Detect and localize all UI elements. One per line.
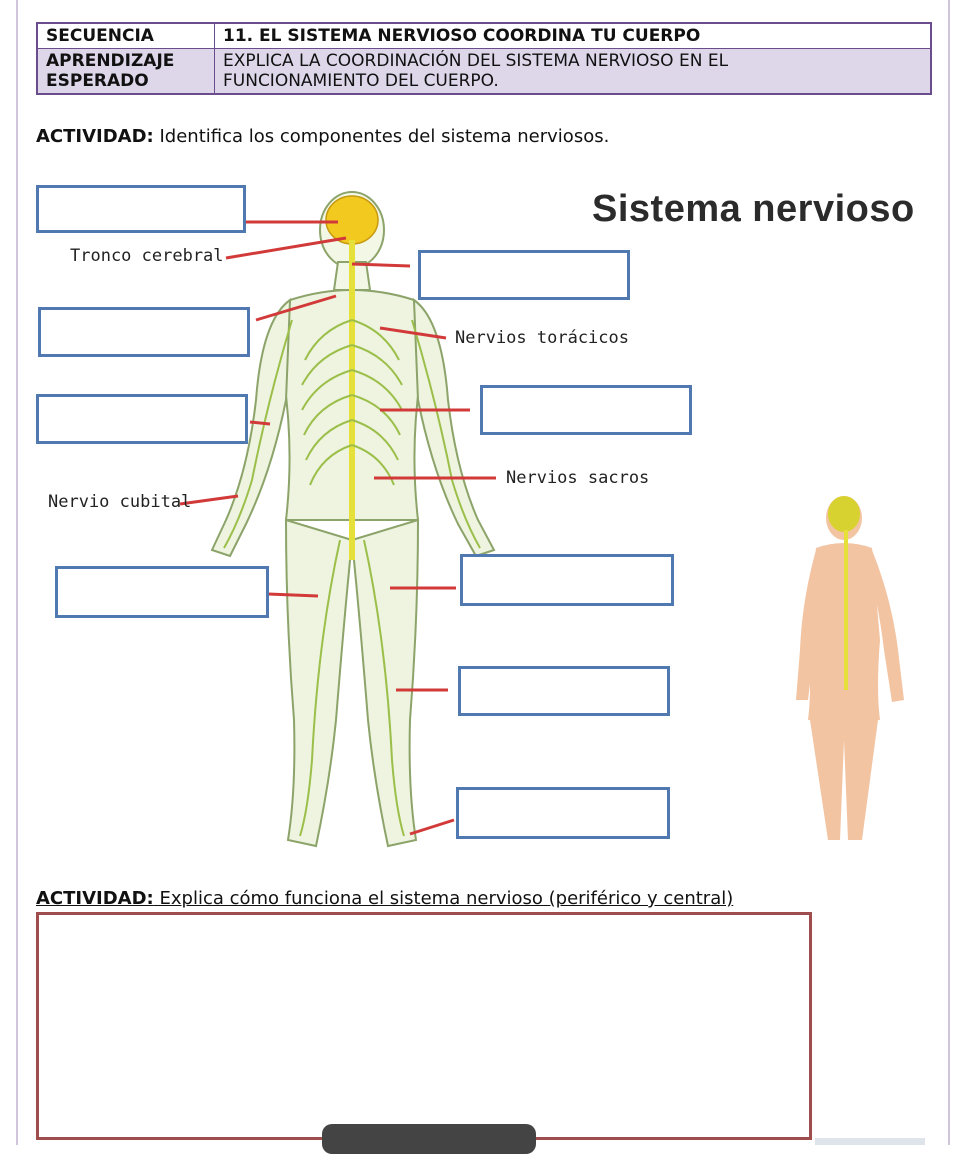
back-body-figure: [796, 496, 904, 840]
activity-instruction-2: [36, 888, 733, 909]
front-left-leg: [286, 520, 352, 846]
activity-2-prefix: ACTIVIDAD:: [36, 888, 154, 909]
answer-box-rodilla[interactable]: [458, 666, 670, 716]
activity-1-prefix: ACTIVIDAD:: [36, 126, 154, 147]
answer-box-cerebro[interactable]: [36, 185, 246, 233]
home-indicator[interactable]: [322, 1124, 536, 1154]
aprendizaje-value-line2: FUNCIONAMIENTO DEL CUERPO.: [223, 71, 499, 91]
explanation-answer-area[interactable]: [36, 912, 812, 1140]
label-tronco-cerebral: Tronco cerebral: [70, 246, 224, 266]
label-nervios-toracicos: Nervios torácicos: [455, 328, 629, 348]
front-right-leg: [352, 520, 418, 846]
brain: [326, 196, 378, 244]
aprendizaje-label-line1: APRENDIZAJE: [46, 51, 175, 71]
aprendizaje-label-line2: ESPERADO: [46, 71, 149, 91]
back-brain: [828, 496, 860, 532]
label-nervios-sacros: Nervios sacros: [506, 468, 650, 488]
answer-box-lumbar[interactable]: [480, 385, 692, 435]
diagram-title: Sistema nervioso: [592, 188, 915, 230]
answer-box-brazo[interactable]: [36, 394, 248, 444]
answer-box-pierna-derecha[interactable]: [460, 554, 674, 606]
corner-mark: [815, 1138, 925, 1145]
secuencia-value: 11. EL SISTEMA NERVIOSO COORDINA TU CUERPO: [215, 23, 932, 49]
answer-box-pierna-izquierda[interactable]: [55, 566, 269, 618]
label-nervio-cubital: Nervio cubital: [48, 492, 192, 512]
answer-box-pie[interactable]: [456, 787, 670, 839]
answer-box-medula[interactable]: [38, 307, 250, 357]
activity-2-text: Explica cómo funciona el sistema nervioso (periférico y central): [153, 888, 734, 909]
aprendizaje-value-line1: EXPLICA LA COORDINACIÓN DEL SISTEMA NERVIOSO EN EL: [223, 51, 729, 71]
answer-box-cervical[interactable]: [418, 250, 630, 300]
secuencia-label: SECUENCIA: [37, 23, 215, 49]
back-legs: [810, 720, 878, 840]
activity-1-text: Identifica los componentes del sistema nerviosos.: [153, 126, 610, 147]
